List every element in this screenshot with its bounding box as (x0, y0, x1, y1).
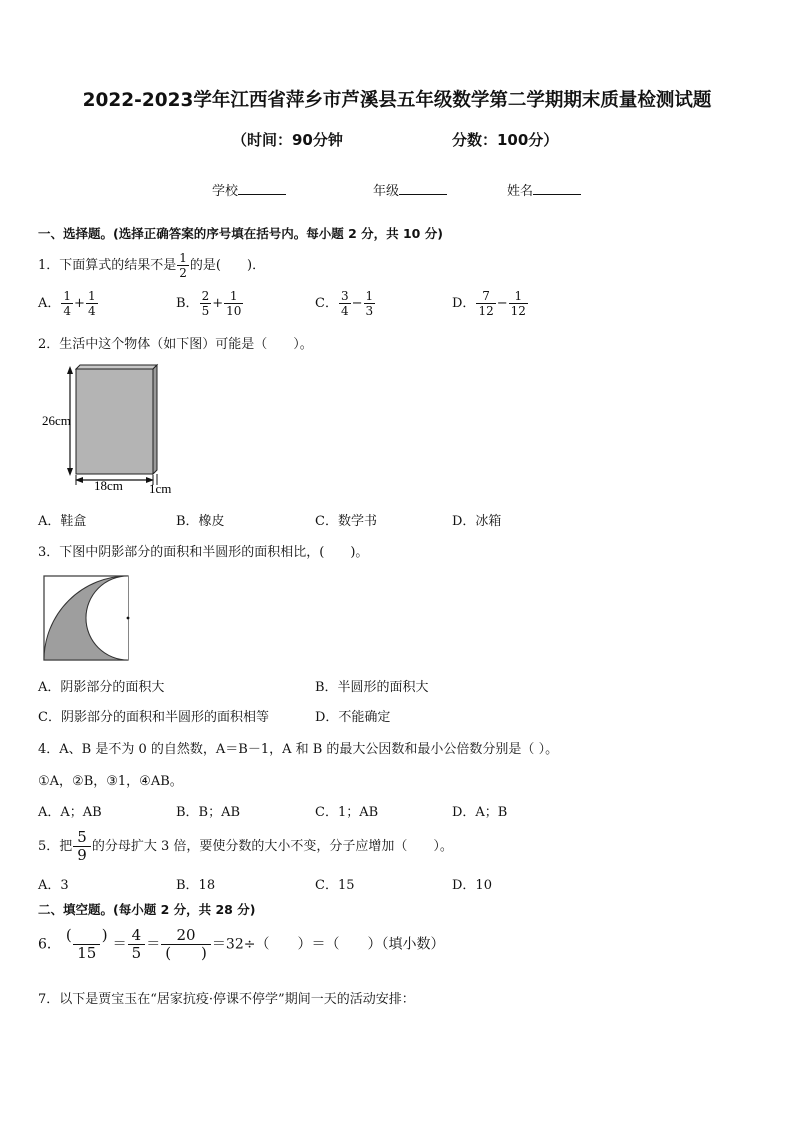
q2-option-c[interactable]: C．数学书 (315, 514, 377, 529)
name-blank[interactable] (533, 182, 581, 195)
q1-option-b[interactable]: B． $\frac{2}{5}$ + $\frac{1}{10}$ (176, 289, 242, 318)
q2-option-d[interactable]: D．冰箱 (452, 514, 502, 529)
arrow-down-icon (67, 468, 73, 476)
box-front (76, 369, 153, 474)
q2-option-b[interactable]: B．橡皮 (176, 514, 225, 529)
shaded-semicircle-figure (42, 574, 132, 662)
center-dot (127, 617, 130, 620)
q5-fraction: $\frac{5}{9}$ (73, 830, 91, 863)
q1-fraction: $\frac{1}{2}$ (179, 251, 187, 280)
box-figure (40, 362, 180, 498)
q4-option-a[interactable]: A．A；AB (38, 805, 102, 820)
q6-fraction-3[interactable]: $\frac{20}{( )}$ (161, 928, 211, 961)
grade-field[interactable] (373, 180, 447, 199)
question-4: 4．A、B 是不为 0 的自然数，A＝B－1，A 和 B 的最大公因数和最小公倍数分别是（ ）。 (38, 742, 559, 757)
q4-option-d[interactable]: D．A；B (452, 805, 508, 820)
exam-score: 分数：100分） (452, 131, 559, 149)
arrow-up-icon (67, 366, 73, 374)
exam-time: （时间：90分钟 (232, 131, 343, 149)
q6-fraction-2: $\frac{4}{5}$ (128, 928, 146, 961)
q3-option-b[interactable]: B．半圆形的面积大 (315, 680, 429, 695)
section-2-title: 二、填空题。(每小题 2 分，共 28 分) (38, 902, 256, 917)
q1-option-c[interactable]: C． $\frac{3}{4}$ − $\frac{1}{3}$ (315, 289, 374, 318)
q5-option-a[interactable]: A．3 (38, 878, 69, 893)
box-top (76, 365, 157, 369)
q6-tail[interactable]: ＝32÷（ ）＝（ ）（填小数） (211, 936, 445, 953)
q6-fraction-1[interactable]: $\frac{( )}{15}$ (65, 926, 108, 962)
depth-label: 1cm (149, 481, 172, 496)
q3-option-c[interactable]: C．阴影部分的面积和半圆形的面积相等 (38, 710, 269, 725)
question-5: 5．把 $\frac{5}{9}$ 的分母扩大 3 倍，要使分数的大小不变，分子应增加（ ）。 (38, 828, 453, 864)
q5-option-b[interactable]: B．18 (176, 878, 216, 893)
q3-option-a[interactable]: A．阴影部分的面积大 (38, 680, 165, 695)
q4-choices: ①A，②B，③1，④AB。 (38, 774, 183, 789)
section-1-title: 一、选择题。(选择正确答案的序号填在括号内。每小题 2 分，共 10 分) (38, 226, 443, 241)
question-2: 2．生活中这个物体（如下图）可能是（ ）。 (38, 337, 313, 352)
q4-option-c[interactable]: C．1；AB (315, 805, 379, 820)
question-3: 3．下图中阴影部分的面积和半圆形的面积相比，( )。 (38, 545, 369, 560)
name-field[interactable] (507, 180, 581, 199)
q4-option-b[interactable]: B．B；AB (176, 805, 241, 820)
q1-option-a[interactable]: A． $\frac{1}{4}$ + $\frac{1}{4}$ (38, 289, 96, 318)
q2-option-a[interactable]: A．鞋盒 (38, 514, 87, 529)
q1-text-post: 的是( )． (189, 258, 266, 273)
school-field[interactable] (212, 180, 286, 199)
q1-option-d[interactable]: D． $\frac{7}{12}$ − $\frac{1}{12}$ (452, 289, 526, 318)
q5-option-c[interactable]: C．15 (315, 878, 355, 893)
q5-option-d[interactable]: D．10 (452, 878, 492, 893)
q3-option-d[interactable]: D．不能确定 (315, 710, 391, 725)
name-label: 姓名 (507, 184, 534, 199)
page-title: 2022-2023学年江西省萍乡市芦溪县五年级数学第二学期期末质量检测试题 (82, 90, 712, 111)
width-label: 18cm (94, 478, 123, 493)
grade-label: 年级 (373, 184, 400, 199)
school-blank[interactable] (238, 182, 286, 195)
height-label: 26cm (42, 413, 71, 428)
question-6: 6． $\frac{( )}{15}$ ＝ $\frac{4}{5}$ ＝ $\frac{20}{( )}$ ＝32÷（ ）＝（ ）（填小数） (38, 926, 445, 962)
box-side (153, 365, 157, 474)
question-7: 7．以下是贾宝玉在“居家抗疫·停课不停学”期间一天的活动安排： (38, 992, 415, 1007)
q1-text-pre: 1．下面算式的结果不是 (38, 258, 177, 273)
school-label: 学校 (212, 184, 239, 199)
question-1 (38, 252, 265, 279)
grade-blank[interactable] (399, 182, 447, 195)
